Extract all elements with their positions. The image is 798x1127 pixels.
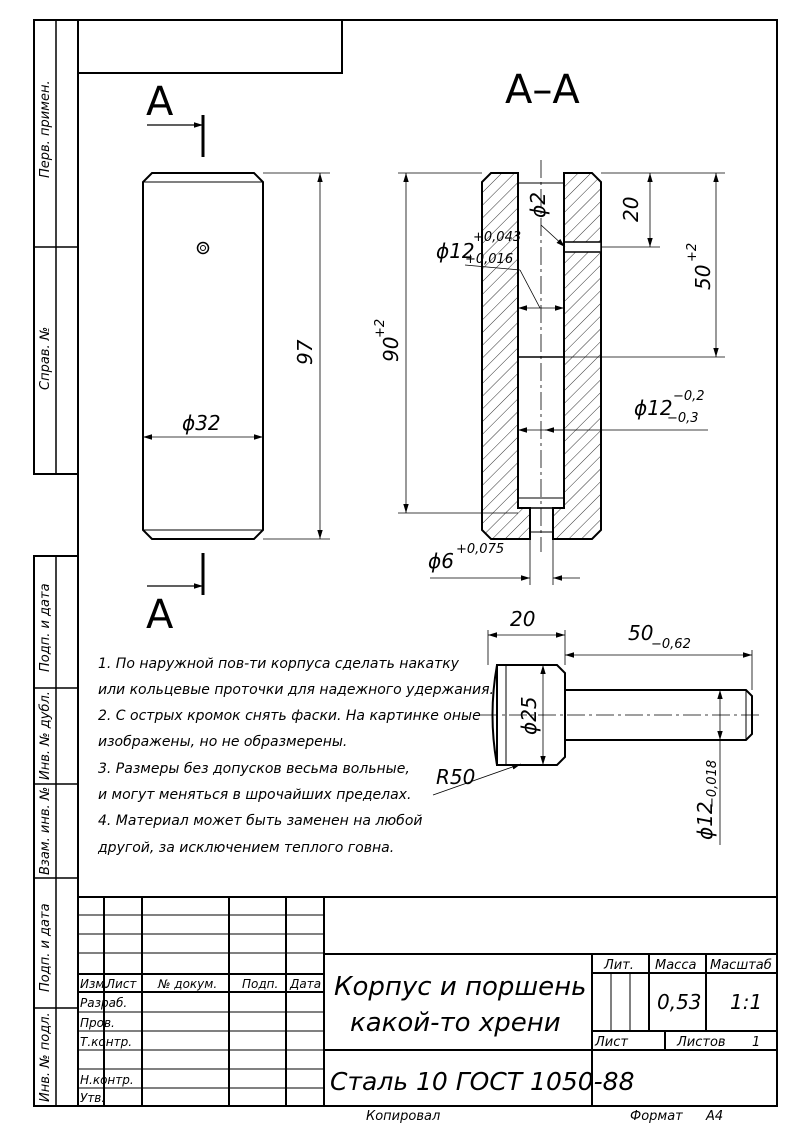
note-line: 4. Материал может быть заменен на любой <box>98 813 423 829</box>
sheet-frame <box>34 20 777 1106</box>
tb-list-label: Лист <box>595 1035 628 1050</box>
tb-no-dokum: № докум. <box>158 977 218 991</box>
dim-d12-upper-main: ϕ12 <box>436 239 475 263</box>
tb-t-kontr: Т.контр. <box>80 1035 133 1049</box>
piston-dim-r50: R50 <box>436 765 476 789</box>
stamp-inv-dubl: Инв. № дубл. <box>38 691 53 780</box>
stamp-inv-podl: Инв. № подл. <box>38 1012 53 1102</box>
tb-material: Сталь 10 ГОСТ 1050-88 <box>330 1067 635 1096</box>
stamp-podp-data-2: Подп. и дата <box>38 903 53 992</box>
tb-title-line2: какой-то хрени <box>350 1008 561 1038</box>
note-line: 3. Размеры без допусков весьма вольные, <box>98 761 410 777</box>
tb-list: Лист <box>106 977 137 991</box>
tb-masshtab-label: Масштаб <box>710 958 772 973</box>
tb-massa-value: 0,53 <box>657 990 702 1014</box>
note-line: 1. По наружной пов-ти корпуса сделать накатку <box>98 656 459 672</box>
tb-title-line1: Корпус и поршень <box>334 972 587 1002</box>
dim-d12-lower-main: ϕ12 <box>634 396 673 420</box>
hole-circle <box>198 243 209 254</box>
cut-letter-top: А <box>146 79 174 125</box>
stamp-perv-primen: Перв. примен. <box>38 80 53 178</box>
piston-dim-20: 20 <box>510 607 536 631</box>
stamp-vzam-inv: Взам. инв. № <box>38 786 53 875</box>
tb-n-kontr: Н.контр. <box>80 1073 134 1087</box>
tb-izm: Изм. <box>80 977 109 991</box>
tb-massa-label: Масса <box>655 958 697 973</box>
section-title: А–А <box>505 67 580 113</box>
tb-format-label: Формат <box>630 1109 683 1124</box>
dim-20: 20 <box>619 196 643 222</box>
tb-razrab: Разраб. <box>80 996 128 1010</box>
dim-50-tol: +2 <box>685 242 700 262</box>
note-line: изображены, но не образмерены. <box>98 734 348 750</box>
dim-d12-lower-upper: −0,2 <box>673 389 705 404</box>
dim-d12-lower-lower: −0,3 <box>667 411 699 426</box>
dim-d12-upper-lower: +0,016 <box>465 252 514 267</box>
dim-90: 90 <box>379 336 403 362</box>
technical-notes <box>97 656 494 856</box>
piston-dim-50-tol: −0,62 <box>651 637 691 652</box>
tb-masshtab-value: 1:1 <box>730 990 763 1014</box>
dim-90-tol: +2 <box>373 318 388 338</box>
dim-d6-tol: +0,075 <box>456 542 505 557</box>
tb-data: Дата <box>290 977 322 991</box>
title-block-text <box>80 958 772 1124</box>
note-line: другой, за исключением теплого говна. <box>98 840 395 856</box>
tb-utv: Утв. <box>80 1091 106 1105</box>
dim-97: 97 <box>293 339 317 365</box>
stamp-sprav-no: Справ. № <box>38 326 53 390</box>
tb-podp: Подп. <box>242 977 279 991</box>
section-view <box>398 160 725 585</box>
cut-marker-bottom <box>147 553 203 595</box>
dim-d2: ϕ2 <box>526 192 550 218</box>
tb-lit-label: Лит. <box>604 958 634 973</box>
note-line: 2. С острых кромок снять фаски. На картинке оные <box>98 708 481 724</box>
dim-d6: ϕ6 <box>428 549 454 573</box>
dim-d32: ϕ32 <box>182 411 221 435</box>
tb-format-value: А4 <box>706 1109 724 1124</box>
stamp-podp-data-1: Подп. и дата <box>38 583 53 672</box>
piston-dim-50: 50 <box>628 621 654 645</box>
side-stamps <box>38 80 53 1102</box>
tb-listov-label: Листов <box>677 1035 726 1050</box>
dim-d12-upper-upper: +0,043 <box>473 230 522 245</box>
cut-letter-bottom: А <box>146 592 174 638</box>
piston-dim-d12: ϕ12 <box>693 801 717 840</box>
tb-kopiroval: Копировал <box>366 1109 441 1124</box>
dim-50: 50 <box>691 264 715 290</box>
piston-dim-d25: ϕ25 <box>517 696 541 735</box>
piston-dim-d12-tol: −0,018 <box>705 759 720 808</box>
note-line: и могут меняться в шрочайших пределах. <box>98 787 412 803</box>
tb-prov: Пров. <box>80 1016 115 1030</box>
note-line: или кольцевые проточки для надежного удержания. <box>98 682 494 698</box>
tb-listov-value: 1 <box>752 1035 761 1050</box>
